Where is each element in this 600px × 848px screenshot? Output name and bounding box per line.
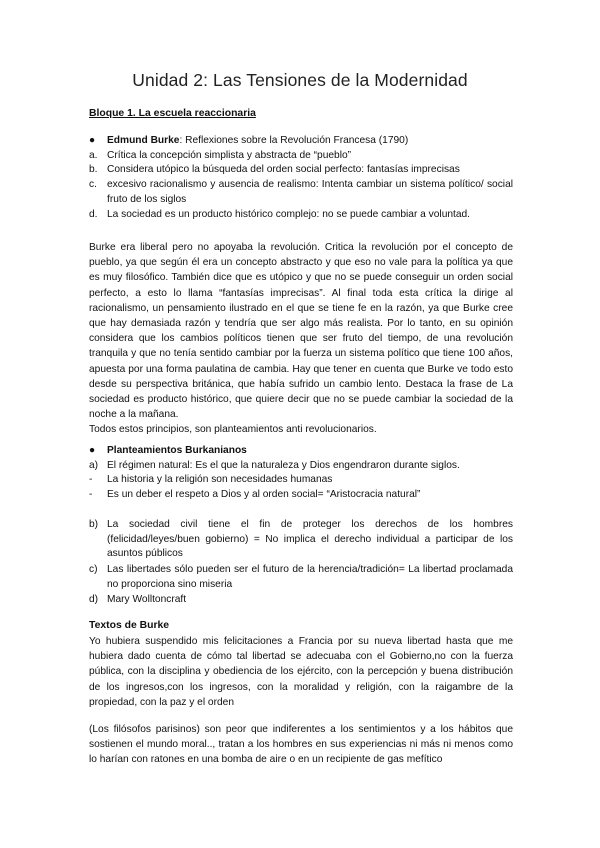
- list-item-text: Mary Wolltoncraft: [107, 593, 187, 605]
- list-item-text: La historia y la religión son necesidades humanas: [107, 474, 333, 486]
- list-marker: c.: [89, 179, 97, 191]
- dash-marker: -: [89, 489, 93, 501]
- textos-paragraph-2: (Los filósofos parisinos) son peor que indiferentes a los sentimientos y a los hábitos que sostienen el mundo moral.., tratan a los hombres en sus experiencias ni más ni menos como lo harían con ratones en una bomba de aire o en un recipiente de gas mefítico: [89, 724, 513, 766]
- list-item: [89, 149, 513, 164]
- textos-paragraph-1: Yo hubiera suspendido mis felicitaciones a Francia por su nueva libertad hasta que me hubiera dado cuenta de cómo tal libertad se adecuaba con el Gobierno,no con la fuerza pública, con la disciplina y obediencia de los ejército, con la percepción y buena distribución de los ingresos,con los ingresos, con la moralidad y religión, con la raigambre de la propiedad, con la paz y el orden: [89, 636, 513, 708]
- list-item-text: Crítica la concepción simplista y abstracta de “pueblo”: [107, 149, 352, 161]
- list-item-burkanianos: [89, 444, 513, 459]
- list-item: [89, 459, 513, 474]
- list-item: [89, 208, 513, 223]
- burkanianos-list-continued: [89, 518, 513, 607]
- list-item: [89, 178, 513, 207]
- list-marker: c): [89, 564, 98, 576]
- list-marker: b.: [89, 164, 98, 176]
- list-item-text: Considera utópico la búsqueda del orden social perfecto: fantasías imprecisas: [107, 164, 460, 176]
- list-marker: d.: [89, 208, 98, 220]
- author-name: Edmund Burke: [107, 135, 180, 146]
- list-marker: a.: [89, 149, 98, 161]
- burke-paragraph: [89, 240, 513, 438]
- page-title: Unidad 2: Las Tensiones de la Modernidad: [132, 70, 468, 90]
- list-item: [89, 488, 513, 503]
- list-item-text: excesivo racionalismo y ausencia de realismo: Intenta cambiar un sistema político/ social fruto de los siglos: [107, 179, 513, 205]
- paragraph-end: Todos estos principios, son planteamientos anti revolucionarios.: [89, 424, 377, 436]
- list-item-text: Es un deber el respeto a Dios y al orden social= “Aristocracia natural”: [107, 489, 421, 501]
- list-item: [89, 518, 513, 562]
- list-item: [89, 473, 513, 488]
- list-item: [89, 593, 513, 608]
- section-heading-bloque1: Bloque 1. La escuela reaccionaria: [89, 108, 256, 119]
- list-heading: Planteamientos Burkanianos: [107, 445, 247, 456]
- list-marker: b): [89, 519, 99, 530]
- list-item: [89, 163, 513, 178]
- list-item-text: Las libertades sólo pueden ser el futuro de la herencia/tradición= La libertad proclamada no proporciona sino miseria: [107, 564, 513, 590]
- list-item-text: El régimen natural: Es el que la naturaleza y Dios engendraron durante siglos.: [107, 459, 460, 471]
- list-item-edmund-burke: [89, 134, 513, 149]
- dash-marker: -: [89, 474, 93, 486]
- list-item-text: La sociedad es un producto histórico complejo: no se puede cambiar a voluntad.: [107, 208, 471, 220]
- paragraph-text: Burke era liberal pero no apoyaba la revolución. Critica la revolución por el concepto de pueblo, ya que según él era un concepto abstracto y que eso no vale para la política ya que es muy filosófico. También dice que es utópico y que no se puede conseguir un orden social perfecto, a esto lo llama “fantasías imprecisas”. Al final toda esta crítica la dirige al racionalismo, un pensamiento ilustrado en el que se tiene fe en la razón, ya que Burke cree que hay demasiada razón y tendría que ser algo más realista. Por lo tanto, en su opinión considera que los cambios políticos tienen que ser fruto del tiempo, de una revolución tranquila y que no tenía sentido cambiar por la fuerza un sistema político que tiene 100 años, apuesta por una forma paulatina de cambia. Hay que tener en cuenta que Burke ve todo esto desde su perspectiva británica, que había sufrido un cambio lento. Destaca la frase de La sociedad es producto histórico, que quiere decir que no se puede cambiar la sociedad de la noche a la mañana.: [89, 242, 513, 421]
- list-item: [89, 563, 513, 592]
- bullet-marker: ●: [89, 135, 96, 146]
- burke-list: [89, 134, 513, 222]
- author-work: : Reflexiones sobre la Revolución Francesa (1790): [179, 135, 409, 146]
- list-item-text: La sociedad civil tiene el fin de proteger los derechos de los hombres (felicidad/leyes/buen gobierno) = No implica el derecho individual a participar de los asuntos públicos: [107, 519, 513, 560]
- section-heading-textos: Textos de Burke: [89, 620, 170, 631]
- burkanianos-list: [89, 444, 513, 503]
- bullet-marker: ●: [89, 445, 96, 456]
- list-marker: a): [89, 459, 99, 471]
- list-marker: d): [89, 593, 99, 605]
